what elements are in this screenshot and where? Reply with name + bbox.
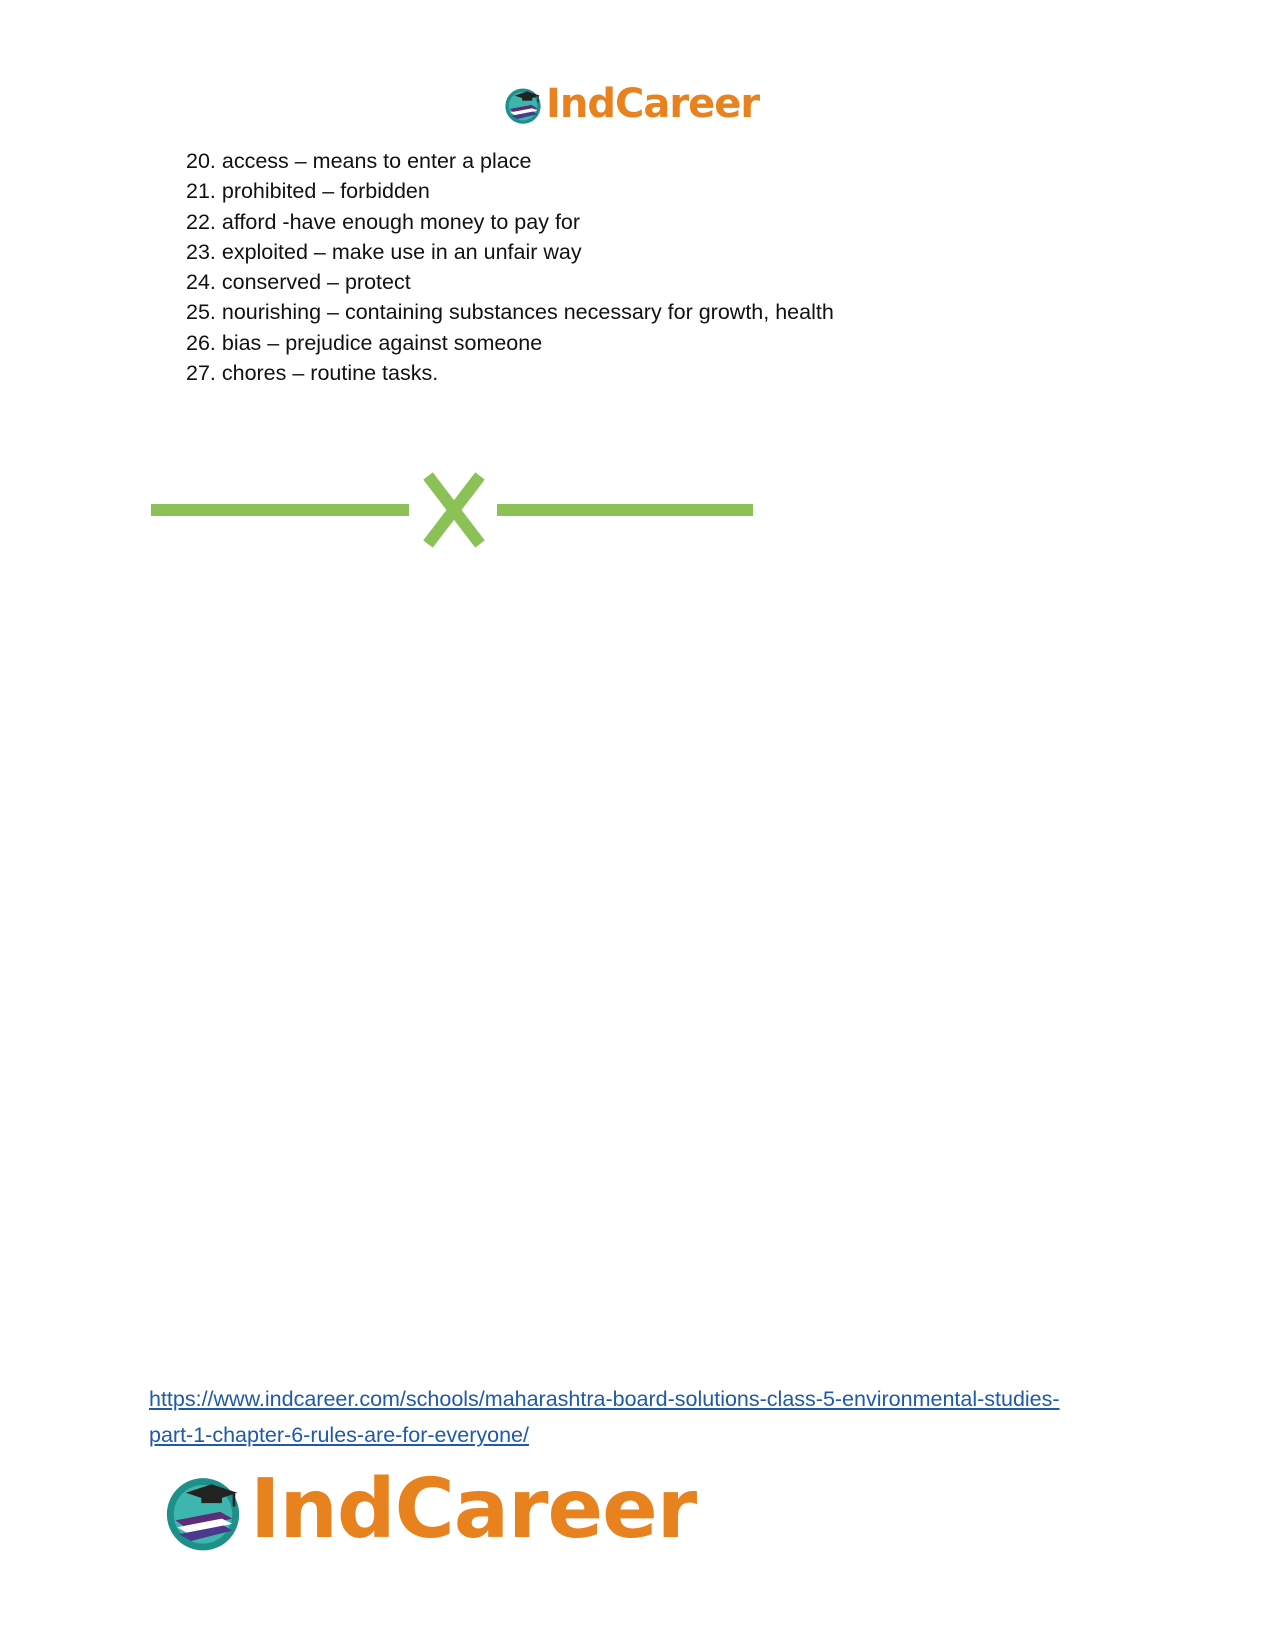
header-logo: [502, 80, 759, 128]
logo-emblem-icon: [160, 1467, 246, 1553]
cross-divider-icon: [151, 470, 753, 550]
list-item: 21. prohibited – forbidden: [186, 179, 430, 204]
list-item: 20. access – means to enter a place: [186, 149, 532, 173]
footer-logo: [160, 1462, 697, 1557]
logo-emblem-icon: [502, 83, 544, 125]
list-item: 26. bias – prejudice against someone: [186, 330, 543, 355]
list-item: 24. conserved – protect: [186, 270, 411, 295]
list-item: 22. afford -have enough money to pay for: [186, 209, 581, 234]
source-url-line-1: https://www.indcareer.com/schools/maharashtra-board-solutions-class-5-environmental-studies-: [149, 1387, 1060, 1411]
vocabulary-list: [186, 146, 834, 388]
list-item: 23. exploited – make use in an unfair way: [186, 239, 582, 264]
header-logo-text: IndCareer: [546, 81, 760, 127]
list-item: 27. chores – routine tasks.: [186, 361, 439, 386]
list-item: 25. nourishing – containing substances necessary for growth, health: [186, 300, 834, 325]
source-url-link[interactable]: [149, 1381, 1139, 1453]
footer-logo-text: IndCareer: [250, 1462, 697, 1557]
source-url-line-2: part-1-chapter-6-rules-are-for-everyone/: [149, 1423, 529, 1447]
